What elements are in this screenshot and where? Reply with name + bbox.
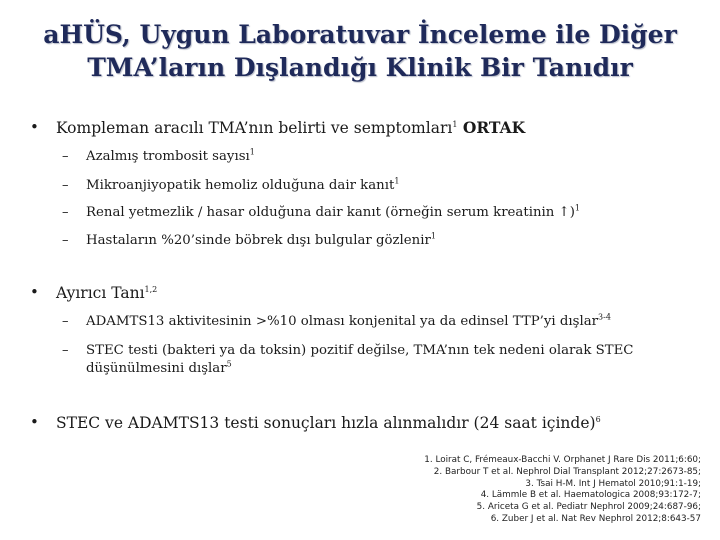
sub-item-adamts13 xyxy=(86,313,611,331)
sub-item-hemolysis xyxy=(86,177,399,195)
sub-item-ref: 1 xyxy=(574,203,580,213)
bullet-3-ref: 6 xyxy=(595,414,601,424)
sub-item-ref: 5 xyxy=(226,359,232,369)
bullet-3-label: STEC ve ADAMTS13 testi sonuçları hızla alınmalıdır (24 saat içinde) xyxy=(56,414,596,432)
reference-item: 2. Barbour T et al. Nephrol Dial Transplant 2012;27:2673-85; xyxy=(433,466,701,477)
dash-marker: – xyxy=(62,149,69,164)
bullet-1-label: Kompleman aracılı TMA’nın belirti ve semptomları xyxy=(56,119,453,137)
reference-item: 5. Ariceta G et al. Pediatr Nephrol 2009;24:687-96; xyxy=(476,502,701,513)
bullet-2-label: Ayırıcı Tanı xyxy=(56,284,145,302)
reference-item: 1. Loirat C, Frémeaux-Bacchi V. Orphanet J Rare Dis 2011;6:60; xyxy=(424,455,701,465)
dash-marker: – xyxy=(62,178,69,193)
reference-item: 3. Tsai H-M. Int J Hematol 2010;91:1-19; xyxy=(525,478,701,489)
bullet-marker: • xyxy=(30,413,39,431)
sub-item-label: Hastaların %20’sinde böbrek dışı bulgular gözlenir xyxy=(86,233,431,248)
reference-item: 4. Lämmle B et al. Haematologica 2008;93:172-7; xyxy=(480,490,701,501)
sub-item-renal xyxy=(86,204,580,222)
sub-item-stec xyxy=(86,342,706,378)
bullet-1-text xyxy=(56,118,525,138)
bullet-marker: • xyxy=(30,118,39,136)
references xyxy=(424,455,701,526)
dash-marker: – xyxy=(62,233,69,248)
bullet-1-bold: ORTAK xyxy=(457,118,526,137)
sub-item-extrarenal xyxy=(86,232,436,250)
dash-marker: – xyxy=(62,205,69,220)
sub-item-ref: 1 xyxy=(249,147,255,157)
title-line-1: aHÜS, Uygun Laboratuvar İnceleme ile Diğer xyxy=(43,20,677,49)
reference-item: 6. Zuber J et al. Nat Rev Nephrol 2012;8:643-57 xyxy=(490,513,701,524)
sub-item-ref: 1 xyxy=(394,176,400,186)
slide-title xyxy=(0,18,720,84)
sub-item-label: Azalmış trombosit sayısı xyxy=(86,149,250,164)
title-line-2: TMA’ların Dışlandığı Klinik Bir Tanıdır xyxy=(87,53,633,82)
dash-marker: – xyxy=(62,314,69,329)
sub-item-label: Renal yetmezlik / hasar olduğuna dair kanıt (örneğin serum kreatinin ↑) xyxy=(86,205,575,220)
bullet-1-ref: 1 xyxy=(452,119,458,129)
sub-item-label: Mikroanjiyopatik hemoliz olduğuna dair kanıt xyxy=(86,178,395,193)
sub-item-ref: 3-4 xyxy=(598,312,611,322)
sub-item-label: ADAMTS13 aktivitesinin >%10 olması konjenital ya da edinsel TTP’yi dışlar xyxy=(86,314,599,329)
bullet-2-text xyxy=(56,283,157,303)
sub-item-platelet xyxy=(86,148,255,166)
bullet-marker: • xyxy=(30,283,39,301)
sub-item-label: STEC testi (bakteri ya da toksin) pozitif değilse, TMA’nın tek nedeni olarak STEC düşünülmesini dışlar xyxy=(86,343,634,376)
dash-marker: – xyxy=(62,343,69,358)
bullet-2-ref: 1,2 xyxy=(144,284,158,294)
bullet-3-text xyxy=(56,413,601,433)
sub-item-ref: 1 xyxy=(430,231,436,241)
